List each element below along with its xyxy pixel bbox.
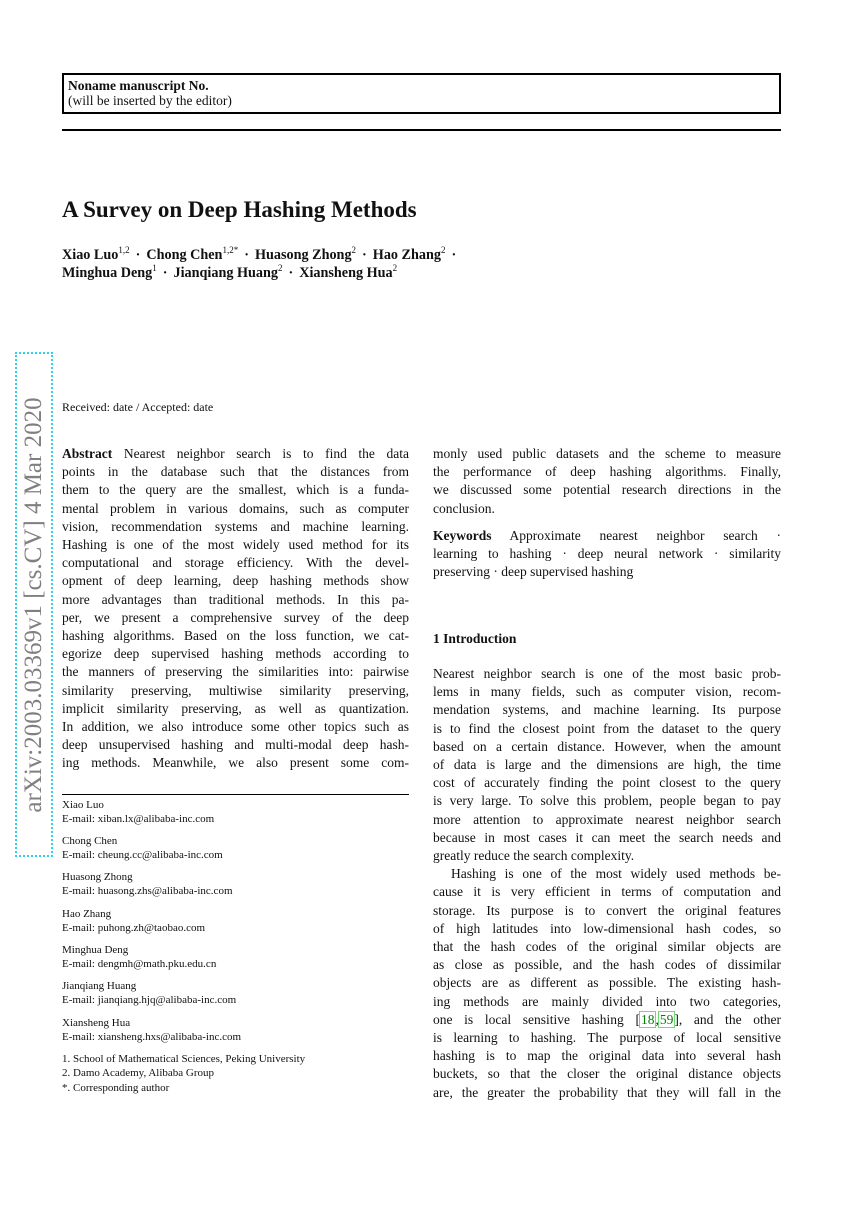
intro-line: is to find the closest point from the dataset to the query (433, 720, 781, 736)
abstract-line: Abstract Nearest neighbor search is to find the data (62, 446, 410, 461)
contact-block (62, 798, 214, 827)
intro-line: buckets, so that the closer the original distance objects (433, 1066, 781, 1082)
intro-line: more attention to approximate nearest neighbor search (433, 811, 781, 827)
contact-block (62, 1016, 241, 1045)
abstract-line: vision, recommendation systems and machine learning. (62, 518, 409, 534)
author-affiliation: 2 (277, 263, 283, 273)
right-column (433, 445, 781, 581)
intro-line: of data is large and the dimensions are high, the time (433, 757, 781, 773)
abstract-line: computational and storage efficiency. With the devel- (62, 555, 409, 571)
abstract-line: we discussed some potential research directions in the (433, 482, 781, 498)
affiliations (62, 1052, 305, 1095)
keywords-line: preserving · deep supervised hashing (433, 564, 634, 580)
contact-email[interactable]: E-mail: xiansheng.hxs@alibaba-inc.com (62, 1031, 242, 1044)
abstract-line: egorize deep supervised hashing methods according to (62, 646, 409, 662)
editor-note: (will be inserted by the editor) (68, 93, 232, 108)
abstract-line: In addition, we also introduce some other topics such as (62, 719, 409, 735)
contact-email[interactable]: E-mail: jianqiang.hjq@alibaba-inc.com (62, 994, 237, 1007)
abstract-line: them to the query are the smallest, which is a funda- (62, 482, 409, 498)
abstract-line: the performance of deep hashing algorithms. Finally, (433, 464, 781, 480)
contact-block (62, 907, 205, 936)
abstract-line: ing methods. Meanwhile, we also present some com- (62, 755, 409, 771)
author-affiliation: 1 (152, 263, 157, 273)
section-heading-introduction: 1 Introduction (433, 631, 517, 646)
contact-email[interactable]: E-mail: dengmh@math.pku.edu.cn (62, 958, 217, 971)
affiliation-line: 1. School of Mathematical Sciences, Peking University (62, 1053, 306, 1065)
abstract-line: hashing algorithms. Based on the loss function, we cat- (62, 628, 409, 644)
intro-line: mendation systems, and machine learning. Its purpose (433, 702, 781, 718)
abstract (62, 445, 409, 773)
contact-name: Minghua Deng (62, 944, 129, 956)
intro-line: is learning to hashing. The purpose of local sensitive (433, 1030, 781, 1046)
contact-name: Jianqiang Huang (62, 980, 137, 992)
intro-line: greatly reduce the search complexity. (433, 848, 635, 864)
contact-block (62, 834, 223, 863)
author-affiliation: 2 (392, 263, 398, 273)
abstract-line: deep unsupervised hashing and multi-modal deep hash- (62, 737, 409, 753)
contact-name: Xiao Luo (62, 799, 104, 811)
contact-name: Hao Zhang (62, 908, 112, 920)
intro-line: Hashing is one of the most widely used methods be- (451, 866, 781, 882)
abstract-line: similarity preserving, multiwise similarity preserving, (62, 682, 409, 698)
intro-line: Nearest neighbor search is one of the most basic prob- (433, 666, 781, 681)
author-name: Xiao Luo (62, 247, 119, 263)
author-name: Hao Zhang (372, 247, 441, 263)
contact-email[interactable]: E-mail: cheung.cc@alibaba-inc.com (62, 849, 223, 862)
author-name: Chong Chen (146, 247, 223, 263)
contact-block (62, 979, 236, 1008)
contact-name: Huasong Zhong (62, 871, 133, 883)
manuscript-header-box (62, 73, 781, 114)
header-rule (62, 129, 781, 131)
intro-line: one is local sensitive hashing [18,59], and the other (433, 1011, 781, 1027)
intro-line: cause it is very efficient in terms of computation and (433, 884, 781, 900)
contact-email[interactable]: E-mail: puhong.zh@taobao.com (62, 922, 206, 935)
manuscript-number: Noname manuscript No. (68, 78, 209, 93)
contact-name: Chong Chen (62, 835, 118, 847)
author-name: Minghua Deng (62, 265, 153, 281)
abstract-line: per, we present a comprehensive survey of the deep (62, 609, 409, 625)
author-line-1: Xiao Luo$^{1,2}$ · Chong Chen$^{1,2*}$ · Huasong Zhong$^2$ · Hao Zhang$^2$ · (62, 245, 457, 263)
author-name: Xiansheng Hua (299, 265, 393, 281)
intro-line: because in most cases it can meet the search needs and (433, 829, 781, 845)
contact-block (62, 870, 233, 899)
author-affiliation: 1,2 (118, 245, 130, 255)
author-affiliation: 2 (351, 245, 357, 255)
intro-line: that the hash codes of the original similar objects are (433, 939, 781, 955)
intro-line: is very large. To solve this problem, people began to pay (433, 793, 781, 809)
author-line-2: Minghua Deng$^1$ · Jianqiang Huang$^2$ · Xiansheng Hua$^2$ (62, 263, 398, 281)
intro-line: based on a certain distance. However, when the amount (433, 738, 781, 754)
abstract-line: Hashing is one of the most widely used method for its (62, 537, 409, 553)
abstract-line: opment of deep learning, deep hashing methods show (62, 573, 409, 589)
contact-email[interactable]: E-mail: huasong.zhs@alibaba-inc.com (62, 885, 233, 898)
intro-line: as close as possible, and the hash codes of dissimilar (433, 957, 781, 973)
author-name: Jianqiang Huang (173, 265, 278, 281)
arxiv-identifier: arXiv:2003.03369v1 [cs.CV] 4 Mar 2020 (20, 396, 47, 813)
keywords-line: learning to hashing · deep neural network · similarity (433, 546, 781, 562)
citation-link[interactable]: 59 (659, 1011, 674, 1027)
keywords-label: Keywords (433, 527, 492, 543)
affiliation-line: *. Corresponding author (62, 1081, 170, 1094)
abstract-line: more advantages than traditional methods. In this pa- (62, 591, 409, 607)
author-affiliation: 2 (440, 245, 446, 255)
citation-link[interactable]: 18 (640, 1011, 655, 1027)
keywords-line: Keywords Approximate nearest neighbor search · (433, 527, 781, 543)
contact-name: Xiansheng Hua (62, 1017, 131, 1029)
abstract-line: implicit similarity preserving, as well as quantization. (62, 700, 409, 716)
abstract-line: points in the database such that the distances from (62, 464, 409, 480)
abstract-line: conclusion. (433, 500, 495, 516)
paper-title: A Survey on Deep Hashing Methods (62, 197, 417, 222)
received-date: Received: date / Accepted: date (62, 400, 214, 414)
contact-email[interactable]: E-mail: xiban.lx@alibaba-inc.com (62, 813, 215, 826)
intro-line: hashing is to map the original data into several hash (433, 1048, 781, 1064)
intro-line: lems in many fields, such as computer vision, recom- (433, 684, 781, 700)
intro-line: of high latitudes into low-dimensional hash codes, so (433, 920, 781, 936)
intro-line: storage. Its purpose is to convert the original features (433, 902, 781, 918)
author-affiliation: 1,2* (222, 245, 239, 255)
footnote-rule (62, 794, 409, 795)
intro-line: objects are as different as possible. The existing hash- (433, 975, 781, 991)
contact-block (62, 943, 216, 972)
intro-line: ing methods are mainly divided into two categories, (433, 993, 781, 1009)
abstract-label: Abstract (62, 446, 113, 461)
affiliation-line: 2. Damo Academy, Alibaba Group (62, 1067, 215, 1080)
intro-line: cost of accurately finding the point closest to the query (433, 775, 781, 791)
abstract-line: mental problem in various domains, such as computer (62, 500, 409, 516)
abstract-line: the manners of preserving the similarities into: pairwise (62, 664, 409, 680)
arxiv-stamp[interactable] (15, 352, 53, 857)
author-name: Huasong Zhong (254, 247, 352, 263)
intro-line: are, the greater the probability that they will fall in the (433, 1084, 781, 1100)
abstract-line: monly used public datasets and the scheme to measure (433, 446, 781, 461)
introduction-body (433, 665, 781, 1102)
